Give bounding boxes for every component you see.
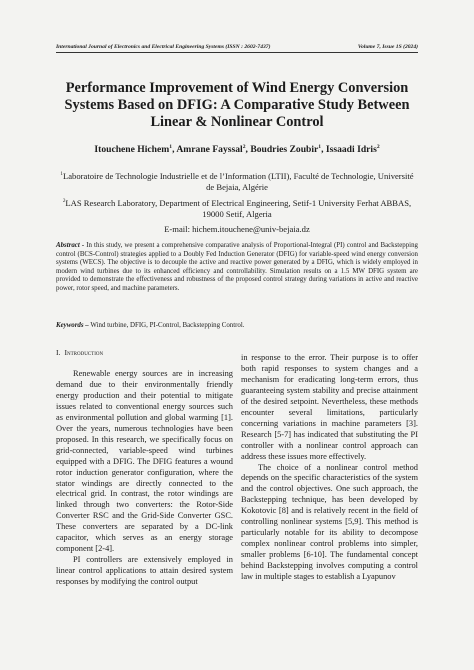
- contact-email: E-mail: hichem.itouchene@univ-bejaia.dz: [164, 224, 310, 234]
- section-heading: I. Introduction: [56, 348, 104, 357]
- paragraph: The choice of a nonlinear control method depends on the specific characteristics of the system and the control objectives. One such approach, the Backstepping technique, has been developed by Kokotovic [8] and is relatively recent in the field of controlling nonlinear systems [5,9]. This method is particularly notable for its ability to decompose complex nonlinear control problems into simpler, smaller problems [6-10]. The fundamental concept behind Backstepping involves computing a control law in multiple stages to establish a Lyapunov: [241, 462, 418, 582]
- author: Issaadi Idris$^2$: [325, 144, 380, 156]
- paragraph: PI controllers are extensively employed in linear control applications to attain desired system responses by modifying the control output: [56, 555, 233, 587]
- header-rule: [56, 52, 418, 53]
- paragraph: Renewable energy sources are in increasing demand due to their environmentally friendly energy production and their potential to mitigate issues related to conventional energy sources such as environmental pollution and global warming [1]. Over the years, numerous technologies have been proposed. In this research, we specifically focus on grid-connected, variable-speed wind turbines equipped with a DFIG. The DFIG features a wound rotor induction generator configuration, where the stator windings are directly connected to the electrical grid. In contrast, the rotor windings are linked through two converters: the Rotor-Side Converter RSC and the Grid-Side Converter GSC. These converters are separated by a DC-link capacitor, which serves as an energy storage component [2-4].: [56, 369, 233, 554]
- keywords-text: Wind turbine, DFIG, PI-Control, Backstepping Control.: [90, 322, 245, 329]
- author: Amrane Fayssal$^2$: [176, 144, 246, 156]
- keywords: [56, 322, 418, 331]
- journal-name: International Journal of Electronics and Electrical Engineering Systems (ISSN : 2602-7437): [56, 44, 271, 50]
- author: Boudries Zoubir$^1$: [250, 144, 322, 156]
- keywords-label: Keywords –: [56, 322, 89, 329]
- author-list: Itouchene Hichem$^1$, Amrane Fayssal$^2$, Boudries Zoubir$^1$, Issaadi Idris$^2$: [94, 144, 380, 156]
- paper-title: Performance Improvement of Wind Energy Conversion Systems Based on DFIG: A Comparative Study Between Linear & Nonlinear Control: [64, 80, 410, 130]
- running-header: [56, 44, 418, 50]
- abstract-label: Abstract -: [56, 242, 85, 249]
- abstract: [56, 242, 418, 293]
- affiliation: $^1$Laboratoire de Technologie Industrielle et de l’Information (LTII), Faculté de Technologie, Université de Bejaia, Algérie: [60, 170, 414, 193]
- paragraph: in response to the error. Their purpose is to offer both rapid responses to system changes and a mechanism for eradicating long-term errors, thus guaranteeing system stability and precise attainment of the desired setpoint. Nevertheless, these methods encounter several limitations, particularly concerning variations in machine parameters [3]. Research [5-7] has indicated that substituting the PI controller with a nonlinear control approach can address these issues more effectively.: [241, 353, 418, 461]
- body-column-left: [56, 369, 233, 588]
- affiliation: $^2$LAS Research Laboratory, Department of Electrical Engineering, Setif-1 University Ferhat ABBAS, 19000 Setif, Algeria: [62, 197, 412, 220]
- volume-issue: Volume 7, Issue 1S (2024): [357, 44, 418, 50]
- author: Itouchene Hichem$^1$: [94, 144, 173, 156]
- abstract-text: In this study, we present a comprehensive comparative analysis of Proportional-Integral (PI) control and Backstepping control (BCS-Control) strategies applied to a Doubly Fed Induction Generator (DFIG) for variable-speed wind energy conversion systems (WECS). The objective is to decouple the active and reactive power generated by a DFIG, which is widely employed in modern wind turbines due to its enhanced efficiency and controllability. Simulation results on a 1.5 MW DFIG system are provided to demonstrate the effectiveness and robustness of the proposed control strategy during variations in active and reactive power, rotor speed, and machine parameters.: [56, 242, 418, 292]
- body-column-right: [241, 353, 418, 583]
